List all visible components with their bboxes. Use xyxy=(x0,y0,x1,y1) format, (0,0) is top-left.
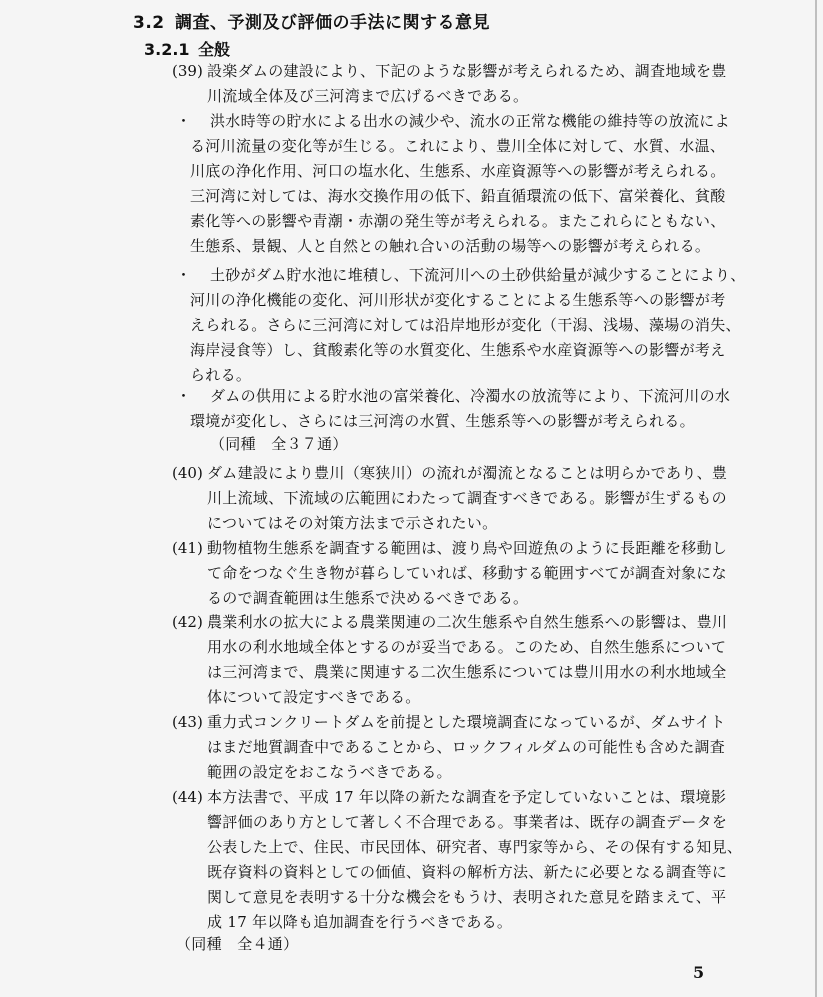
item-text-line: 海岸浸食等）し、貧酸素化等の水質変化、生態系や水産資源等への影響が考え xyxy=(190,341,726,359)
item-text-line: 洪水時等の貯水による出水の減少や、流水の正常な機能の維持等の放流によ xyxy=(210,112,730,130)
item-text-line: る河川流量の変化等が生じる。これにより、豊川全体に対して、水質、水温、 xyxy=(190,137,726,155)
item-text-line: は三河湾まで、農業に関連する二次生態系については豊川用水の利水地域全 xyxy=(207,663,727,681)
item-text-line: えられる。さらに三河湾に対しては沿岸地形が変化（干潟、浅場、藻場の消失、 xyxy=(190,316,741,334)
section-number: 3.2 xyxy=(133,13,165,33)
item-text-line: 設楽ダムの建設により、下記のような影響が考えられるため、調査地域を豊 xyxy=(207,62,727,80)
item-number: (43) xyxy=(172,713,203,731)
item-text-line: 川底の浄化作用、河口の塩水化、生態系、水産資源等への影響が考えられる。 xyxy=(190,162,726,180)
item-text-line: 農業利水の拡大による農業関連の二次生態系や自然生態系への影響は、豊川 xyxy=(207,613,728,631)
item-text-line: （同種 全３７通） xyxy=(210,435,348,453)
item-text-line: ダムの供用による貯水池の富栄養化、冷濁水の放流等により、下流河川の水 xyxy=(210,387,731,405)
item-text-line: ダム建設により豊川（寒狭川）の流れが濁流となることは明らかであり、豊 xyxy=(207,464,728,482)
item-text-line: 川流域全体及び三河湾まで広げるべきである。 xyxy=(207,87,529,105)
item-text-line: 素化等への影響や青潮・赤潮の発生等が考えられる。またこれらにともない、 xyxy=(190,212,726,230)
subsection-number: 3.2.1 xyxy=(144,40,190,59)
item-text-line: 河川の浄化機能の変化、河川形状が変化することによる生態系等への影響が考 xyxy=(190,291,726,309)
item-number: (39) xyxy=(172,62,203,80)
item-text-line: はまだ地質調査中であることから、ロックフィルダムの可能性も含めた調査 xyxy=(207,738,726,756)
item-text-line: 環境が変化し、さらには三河湾の水質、生態系等への影響が考えられる。 xyxy=(190,412,695,430)
item-text-line: （同種 全４通） xyxy=(176,935,299,953)
item-text-line: 三河湾に対しては、海水交換作用の低下、鉛直循環流の低下、富栄養化、貧酸 xyxy=(190,187,726,205)
item-text-line: 公表した上で、住民、市民団体、研究者、専門家等から、その保有する知見、 xyxy=(207,838,743,856)
item-text-line: 生態系、景観、人と自然との触れ合いの活動の場等への影響が考えられる。 xyxy=(190,237,711,255)
item-text-line: 川上流域、下流域の広範囲にわたって調査すべきである。影響が生ずるもの xyxy=(207,489,727,507)
item-text-line: 重力式コンクリートダムを前提とした環境調査になっているが、ダムサイト xyxy=(207,713,726,731)
item-text-line: 成 17 年以降も追加調査を行うべきである。 xyxy=(207,913,513,931)
bullet-marker: ・ xyxy=(176,112,192,130)
item-text-line: るので調査範囲は生態系で決めるべきである。 xyxy=(207,589,529,607)
item-text-line: についてはその対策方法まで示されたい。 xyxy=(207,514,498,532)
item-text-line: 響評価のあり方として著しく不合理である。事業者は、既存の調査データを xyxy=(207,813,728,831)
item-text-line: 土砂がダム貯水池に堆積し、下流河川への土砂供給量が減少することにより、 xyxy=(210,266,746,284)
item-text-line: て命をつなぐ生き物が暮らしていれば、移動する範囲すべてが調査対象にな xyxy=(207,564,727,582)
page-number: 5 xyxy=(693,963,705,982)
item-text-line: られる。 xyxy=(190,366,252,384)
item-number: (41) xyxy=(172,539,203,557)
section-title: 調査、予測及び評価の手法に関する意見 xyxy=(175,13,490,33)
item-text-line: 範囲の設定をおこなうべきである。 xyxy=(207,763,452,781)
item-text-line: 既存資料の資料としての価値、資料の解析方法、新たに必要となる調査等に xyxy=(207,863,728,881)
item-text-line: 関して意見を表明する十分な機会をもうけ、表明された意見を踏まえて、平 xyxy=(207,888,727,906)
item-text-line: 動物植物生態系を調査する範囲は、渡り鳥や回遊魚のように長距離を移動し xyxy=(207,539,728,557)
item-text-line: 体について設定すべきである。 xyxy=(207,688,421,706)
item-number: (40) xyxy=(172,464,203,482)
item-text-line: 本方法書で、平成 17 年以降の新たな調査を予定していないことは、環境影 xyxy=(207,788,727,806)
item-text-line: 用水の利水地域全体とするのが妥当である。このため、自然生態系について xyxy=(207,638,727,656)
item-number: (44) xyxy=(172,788,203,806)
item-number: (42) xyxy=(172,613,203,631)
subsection-title: 全般 xyxy=(198,40,231,59)
bullet-marker: ・ xyxy=(176,266,192,284)
bullet-marker: ・ xyxy=(176,387,192,405)
